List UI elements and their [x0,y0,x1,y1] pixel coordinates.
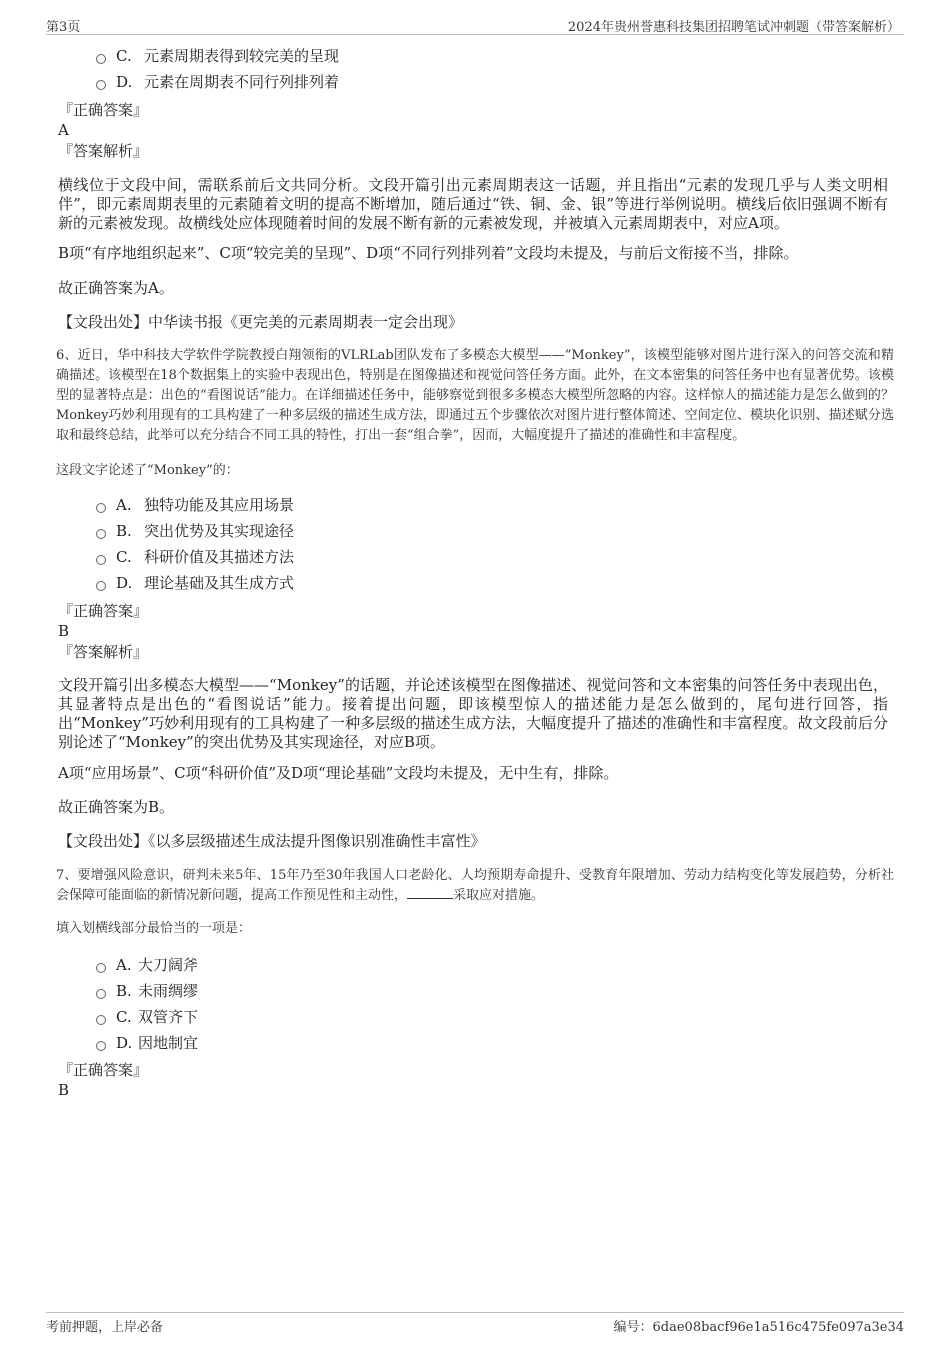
q6-answer-label: 『正确答案』 [58,602,149,620]
q7-stem: 7、要增强风险意识，研判未来5年、15年乃至30年我国人口老龄化、人均预期寿命提升、受教育年限增加、劳动力结构变化等发展趋势，分析社会保障可能面临的新情况新问题，提高工作预见性和主动性， 采取应对措施。 [56,868,894,903]
q6-option-d[interactable]: D. 理论基础及其生成方式 [96,573,294,593]
radio-icon[interactable] [96,581,106,591]
q5-analysis-paragraph-1: 横线位于文段中间，需联系前后文共同分析。文段开篇引出元素周期表这一话题，并且指出“元素的发现几乎与人类文明相伴”，即元素周期表里的元素随着文明的提高不断增加，随后通过“铁、铜、金、银”等进行举例说明。横线后依旧强调不断有新的元素被发现。故横线处应体现随着时间的发展不断有新的元素被发现，并被填入元素周期表中，对应A项。 [58,176,888,232]
q5-answer: A [58,121,69,139]
q5-answer-label: 『正确答案』 [58,101,149,119]
fill-blank [407,886,453,899]
document-title: 2024年贵州誉惠科技集团招聘笔试冲刺题（带答案解析） [567,20,900,35]
radio-icon[interactable] [96,54,106,64]
q6-option-c[interactable]: C. 科研价值及其描述方法 [96,547,294,567]
q5-option-c[interactable]: C. 元素周期表得到较完美的呈现 [96,46,339,66]
q6-source: 【文段出处】《以多层级描述生成法提升图像识别准确性丰富性》 [58,832,486,850]
q6-conclusion: 故正确答案为B。 [58,798,175,816]
q7-option-c[interactable]: C. 双管齐下 [96,1007,198,1027]
q6-analysis-paragraph-1: 文段开篇引出多模态大模型——“Monkey”的话题，并论述该模型在图像描述、视觉问答和文本密集的问答任务中表现出色，其显著特点是出色的“看图说话”能力。接着提出问题，即该模型惊人的描述能力是怎么做到的，尾句进行回答，指出“Monkey”巧妙利用现有的工具构建了一种多层级的描述生成方法，大幅度提升了描述的准确性和丰富程度。故文段前后分别论述了“Monkey”的突出优势及其实现途径，对应B项。 [58,676,888,751]
q6-question: 这段文字论述了“Monkey”的： [56,463,239,478]
radio-icon[interactable] [96,1015,106,1025]
q6-option-b[interactable]: B. 突出优势及其实现途径 [96,521,294,541]
page-header [46,14,904,35]
footer-slogan: 考前押题，上岸必备 [46,1320,164,1335]
radio-icon[interactable] [96,989,106,999]
radio-icon[interactable] [96,503,106,513]
q7-answer: B [58,1081,70,1099]
page-footer [46,1312,904,1335]
radio-icon[interactable] [96,529,106,539]
radio-icon[interactable] [96,963,106,973]
q5-conclusion: 故正确答案为A。 [58,279,174,297]
q7-option-d[interactable]: D. 因地制宜 [96,1033,198,1053]
q6-answer: B [58,622,70,640]
q5-option-d[interactable]: D. 元素在周期表不同行列排列着 [96,72,339,92]
radio-icon[interactable] [96,555,106,565]
q7-question: 填入划横线部分最恰当的一项是： [56,921,252,936]
q5-analysis-label: 『答案解析』 [58,142,149,160]
q7-option-a[interactable]: A. 大刀阔斧 [96,955,198,975]
q6-analysis-paragraph-2: A项“应用场景”、C项“科研价值”及D项“理论基础”文段均未提及，无中生有，排除。 [58,764,619,782]
q5-analysis-paragraph-2: B项“有序地组织起来”、C项“较完美的呈现”、D项“不同行列排列着”文段均未提及，与前后文衔接不当，排除。 [58,244,799,262]
q6-stem: 6、近日，华中科技大学软件学院教授白翔领衔的VLRLab团队发布了多模态大模型——“Monkey”，该模型能够对图片进行深入的问答交流和精确描述。该模型在18个数据集上的实验中表现出色，特别是在图像描述和视觉问答任务方面。此外，在文本密集的问答任务中也有显著优势。该模型的显著特点是：出色的“看图说话”能力。在详细描述任务中，能够察觉到很多多模态大模型所忽略的内容。这样惊人的描述能力是怎么做到的？Monkey巧妙利用现有的工具构建了一种多层级的描述生成方法，即通过五个步骤依次对图片进行整体简述、空间定位、模块化识别、描述赋分选取和最终总结，此举可以充分结合不同工具的特性，打出一套“组合拳”，因而，大幅度提升了描述的准确性和丰富程度。 [56,348,894,443]
q5-source: 【文段出处】中华读书报《更完美的元素周期表一定会出现》 [58,313,464,331]
radio-icon[interactable] [96,80,106,90]
q6-option-a[interactable]: A. 独特功能及其应用场景 [96,495,294,515]
document-id: 编号：6dae08bacf96e1a516c475fe097a3e34 [613,1320,904,1335]
q7-answer-label: 『正确答案』 [58,1061,149,1079]
q7-option-b[interactable]: B. 未雨绸缪 [96,981,198,1001]
page-number: 第3页 [46,20,81,35]
radio-icon[interactable] [96,1041,106,1051]
q6-analysis-label: 『答案解析』 [58,643,149,661]
